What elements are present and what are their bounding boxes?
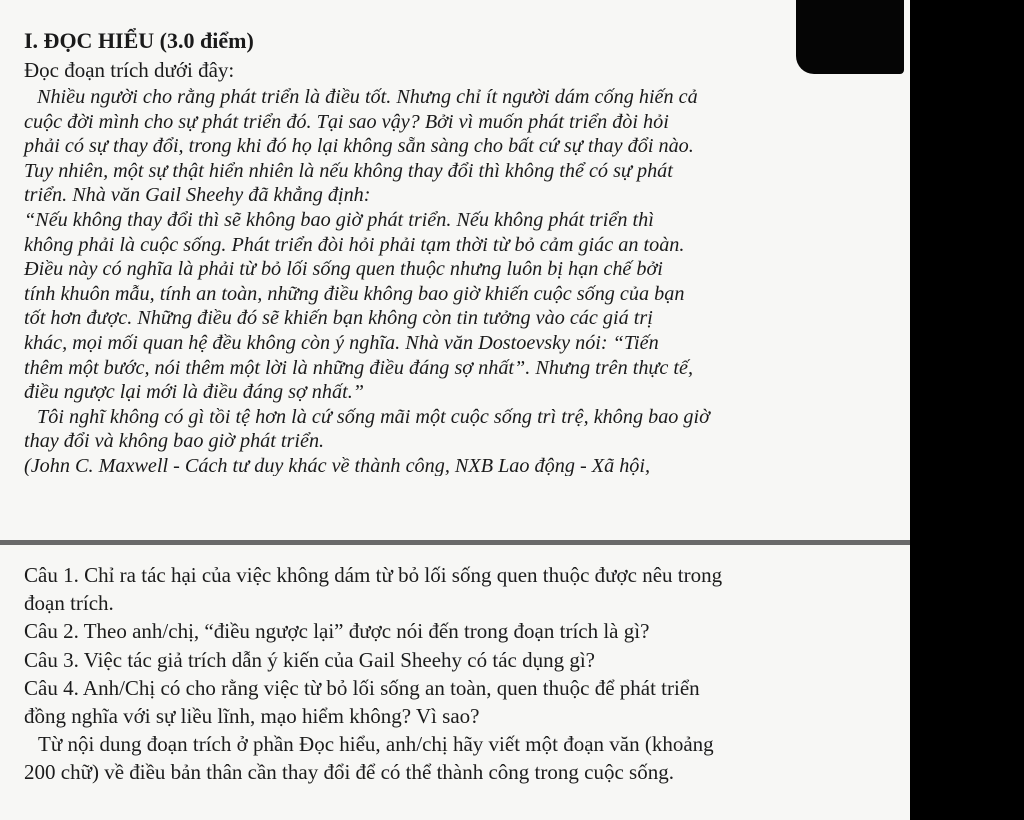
- question-4: Câu 4. Anh/Chị có cho rằng việc từ bỏ lối sống an toàn, quen thuộc để phát triển: [24, 675, 700, 700]
- passage-line: Tuy nhiên, một sự thật hiển nhiên là nếu không thay đổi thì không thể có sự phát: [24, 159, 673, 182]
- passage-line: Nhiều người cho rằng phát triển là điều tốt. Nhưng chỉ ít người dám cống hiến cả: [37, 86, 698, 108]
- quote-line: khác, mọi mối quan hệ đều không còn ý nghĩa. Nhà văn Dostoevsky nói: “Tiến: [24, 331, 659, 354]
- section-title: I. ĐỌC HIỂU (3.0 điểm): [24, 28, 254, 53]
- section-instruction: Đọc đoạn trích dưới đây:: [24, 58, 235, 82]
- essay-prompt: Từ nội dung đoạn trích ở phần Đọc hiểu, anh/chị hãy viết một đoạn văn (khoảng: [38, 732, 714, 757]
- section-divider: [0, 540, 910, 545]
- question-2: Câu 2. Theo anh/chị, “điều ngược lại” được nói đến trong đoạn trích là gì?: [24, 619, 650, 644]
- passage-line: thay đổi và không bao giờ phát triển.: [24, 430, 325, 453]
- question-3: Câu 3. Việc tác giả trích dẫn ý kiến của Gail Sheehy có tác dụng gì?: [24, 647, 595, 672]
- quote-line: điều ngược lại mới là điều đáng sợ nhất.”: [24, 381, 364, 404]
- quote-line: tốt hơn được. Những điều đó sẽ khiến bạn không còn tin tưởng vào các giá trị: [24, 307, 653, 330]
- question-4-continued: đồng nghĩa với sự liều lĩnh, mạo hiểm không? Vì sao?: [24, 703, 480, 728]
- question-1: Câu 1. Chỉ ra tác hại của việc không dám từ bỏ lối sống quen thuộc được nêu trong: [24, 563, 723, 587]
- reading-section: [24, 26, 894, 476]
- question-1-continued: đoạn trích.: [24, 591, 114, 616]
- questions-section: [24, 561, 906, 787]
- passage-source: (John C. Maxwell - Cách tư duy khác về thành công, NXB Lao động - Xã hội,: [24, 454, 651, 476]
- quote-line: không phải là cuộc sống. Phát triển đòi hỏi phải tạm thời từ bỏ cảm giác an toàn.: [24, 233, 685, 256]
- passage-line: phải có sự thay đổi, trong khi đó họ lại không sẵn sàng cho bất cứ sự thay đổi nào.: [24, 135, 694, 158]
- passage: [24, 85, 894, 476]
- quote-line: Điều này có nghĩa là phải từ bỏ lối sống quen thuộc nhưng luôn bị hạn chế bởi: [24, 258, 663, 281]
- quote-line: tính khuôn mẫu, tính an toàn, những điều không bao giờ khiến cuộc sống của bạn: [24, 282, 685, 305]
- quote-line: “Nếu không thay đổi thì sẽ không bao giờ phát triển. Nếu không phát triển thì: [24, 208, 654, 231]
- essay-prompt-continued: 200 chữ) về điều bản thân cần thay đổi để có thể thành công trong cuộc sống.: [24, 760, 674, 785]
- quote-line: thêm một bước, nói thêm một lời là những điều đáng sợ nhất”. Nhưng trên thực tế,: [24, 356, 694, 379]
- passage-line: Tôi nghĩ không có gì tồi tệ hơn là cứ sống mãi một cuộc sống trì trệ, không bao giờ: [37, 405, 710, 428]
- passage-line: triển. Nhà văn Gail Sheehy đã khẳng định:: [24, 184, 371, 207]
- passage-line: cuộc đời mình cho sự phát triển đó. Tại sao vậy? Bởi vì muốn phát triển đòi hỏi: [24, 110, 669, 133]
